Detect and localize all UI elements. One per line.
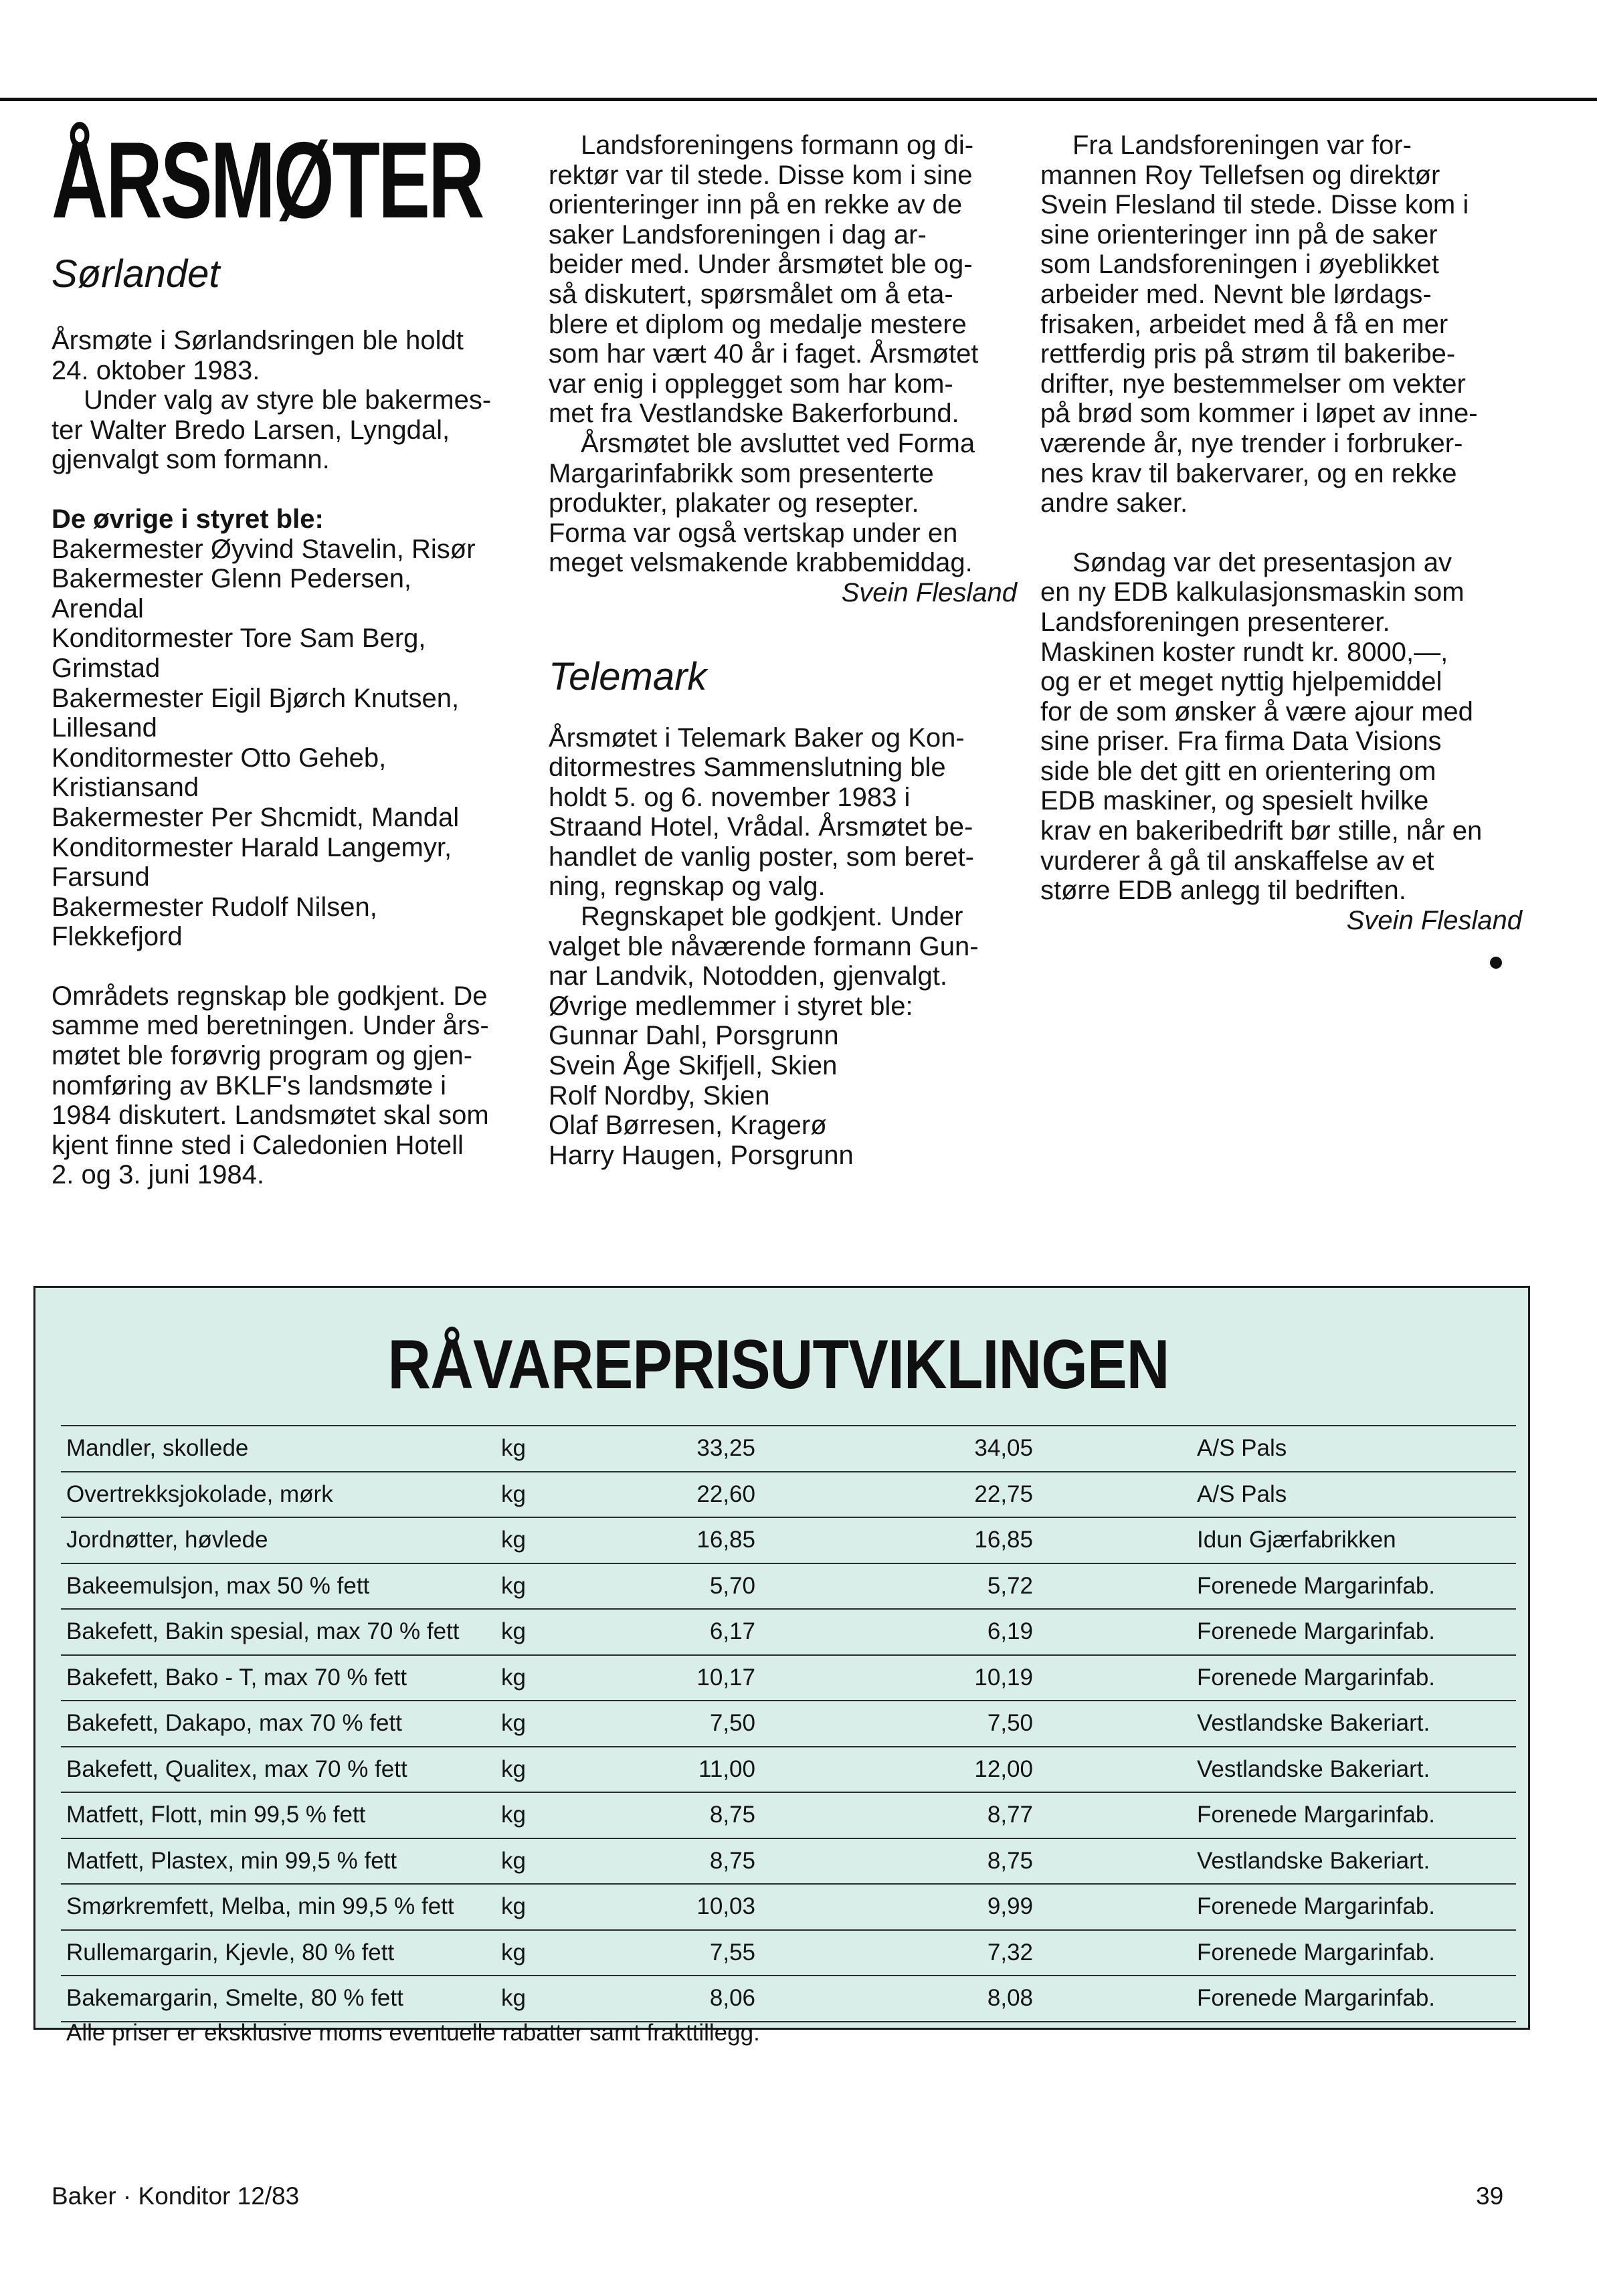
- board-line: Farsund: [52, 862, 150, 892]
- new-price: 7,32: [933, 1930, 1033, 1976]
- text-line: Øvrige medlemmer i styret ble:: [549, 991, 913, 1021]
- unit: kg: [501, 1792, 642, 1838]
- supplier: Forenede Margarinfab.: [1197, 1792, 1516, 1838]
- text-line: Svein Åge Skifjell, Skien: [549, 1051, 838, 1081]
- text-line: andre saker.: [1040, 488, 1188, 518]
- board-line: Bakermester Eigil Bjørch Knutsen,: [52, 683, 460, 713]
- text-line: Svein Flesland til stede. Disse kom i: [1040, 190, 1469, 220]
- text-line: for de som ønsker å være ajour med: [1040, 696, 1473, 727]
- old-price: 33,25: [642, 1426, 755, 1472]
- product-name: Bakefett, Qualitex, max 70 % fett: [61, 1747, 501, 1793]
- text-line: større EDB anlegg til bedriften.: [1040, 876, 1406, 906]
- footer-publication: Baker · Konditor 12/83: [52, 2182, 300, 2210]
- price-table-title: RÅVAREPRISUTVIKLINGEN: [387, 1326, 1169, 1404]
- column-1: [52, 120, 520, 1190]
- supplier: A/S Pals: [1197, 1426, 1516, 1472]
- product-name: Matfett, Flott, min 99,5 % fett: [61, 1792, 501, 1838]
- text-line: nes krav til bakervarer, og en rekke: [1040, 458, 1457, 488]
- unit: kg: [501, 1655, 642, 1701]
- text-line: Under valg av styre ble bakermes-: [84, 385, 492, 415]
- text-line: met fra Vestlandske Bakerforbund.: [549, 399, 959, 429]
- text-line: på brød som kommer i løpet av inne-: [1040, 399, 1478, 429]
- text-line: Områdets regnskap ble godkjent. De: [52, 981, 488, 1011]
- section-heading-sorlandet: Sørlandet: [52, 252, 220, 296]
- text-line: ditormestres Sammenslutning ble: [549, 753, 946, 783]
- unit: kg: [501, 1838, 642, 1885]
- board-line: Kristiansand: [52, 773, 199, 803]
- text-line: Søndag var det presentasjon av: [1072, 547, 1452, 577]
- board-line: Bakermester Øyvind Stavelin, Risør: [52, 534, 476, 564]
- product-name: Bakefett, Dakapo, max 70 % fett: [61, 1701, 501, 1747]
- new-price: 5,72: [933, 1563, 1033, 1610]
- supplier: Forenede Margarinfab.: [1197, 1930, 1516, 1976]
- table-row: [61, 1792, 1516, 1838]
- new-price: 8,08: [933, 1976, 1033, 2022]
- product-name: Matfett, Plastex, min 99,5 % fett: [61, 1838, 501, 1885]
- table-row: [61, 1655, 1516, 1701]
- table-row: [61, 1472, 1516, 1518]
- product-name: Mandler, skollede: [61, 1426, 501, 1472]
- table-row: [61, 1563, 1516, 1610]
- text-line: Gunnar Dahl, Porsgrunn: [549, 1021, 839, 1051]
- new-price: 16,85: [933, 1517, 1033, 1563]
- text-line: møtet ble forøvrig program og gjen-: [52, 1041, 473, 1071]
- supplier: Vestlandske Bakeriart.: [1197, 1701, 1516, 1747]
- text-line: Margarinfabrikk som presenterte: [549, 458, 934, 488]
- board-line: Grimstad: [52, 653, 161, 683]
- text-line: produkter, plakater og resepter.: [549, 488, 919, 518]
- text-line: Årsmøte i Sørlandsringen ble holdt: [52, 326, 464, 355]
- board-line: Konditormester Tore Sam Berg,: [52, 624, 426, 654]
- supplier: Forenede Margarinfab.: [1197, 1976, 1516, 2022]
- text-line: kjent finne sted i Caledonien Hotell: [52, 1130, 464, 1160]
- text-line: værende år, nye trender i forbruker-: [1040, 428, 1463, 458]
- text-line: drifter, nye bestemmelser om vekter: [1040, 369, 1466, 399]
- text-line: Rolf Nordby, Skien: [549, 1080, 770, 1111]
- old-price: 11,00: [642, 1747, 755, 1793]
- text-line: så diskutert, spørsmålet om å eta-: [549, 279, 953, 309]
- text-line: holdt 5. og 6. november 1983 i: [549, 782, 911, 812]
- text-line: Harry Haugen, Porsgrunn: [549, 1140, 854, 1170]
- text-line: arbeider med. Nevnt ble lørdags-: [1040, 279, 1432, 309]
- text-line: nar Landvik, Notodden, gjenvalgt.: [549, 961, 947, 991]
- table-row: [61, 1838, 1516, 1885]
- new-price: 12,00: [933, 1747, 1033, 1793]
- column-3: [1040, 130, 1522, 935]
- top-rule: [0, 98, 1597, 101]
- unit: kg: [501, 1563, 642, 1610]
- price-note: Alle priser er eksklusive moms eventuelle rabatter samt frakttillegg.: [66, 2020, 760, 2046]
- table-row: [61, 1517, 1516, 1563]
- new-price: 8,77: [933, 1792, 1033, 1838]
- text-line: side ble det gitt en orientering om: [1040, 756, 1436, 786]
- unit: kg: [501, 1930, 642, 1976]
- text-line: handlet de vanlig poster, som beret-: [549, 842, 974, 872]
- text-line: Olaf Børresen, Kragerø: [549, 1111, 827, 1141]
- supplier: Idun Gjærfabrikken: [1197, 1517, 1516, 1563]
- product-name: Bakemargarin, Smelte, 80 % fett: [61, 1976, 501, 2022]
- table-row: [61, 1426, 1516, 1472]
- old-price: 7,55: [642, 1930, 755, 1976]
- text-line: nomføring av BKLF's landsmøte i: [52, 1070, 447, 1101]
- text-line: beider med. Under årsmøtet ble og-: [549, 250, 973, 280]
- text-line: ning, regnskap og valg.: [549, 872, 826, 902]
- old-price: 8,75: [642, 1838, 755, 1885]
- board-line: Bakermester Rudolf Nilsen,: [52, 892, 377, 922]
- old-price: 22,60: [642, 1472, 755, 1518]
- board-heading: De øvrige i styret ble:: [52, 504, 324, 534]
- unit: kg: [501, 1472, 642, 1518]
- old-price: 8,06: [642, 1976, 755, 2022]
- text-line: frisaken, arbeidet med å få en mer: [1040, 309, 1448, 339]
- table-row: [61, 1609, 1516, 1655]
- unit: kg: [501, 1609, 642, 1655]
- text-line: Regnskapet ble godkjent. Under: [581, 902, 963, 932]
- new-price: 9,99: [933, 1884, 1033, 1930]
- section-heading-telemark: Telemark: [549, 654, 707, 698]
- text-line: 2. og 3. juni 1984.: [52, 1160, 265, 1190]
- text-line: ter Walter Bredo Larsen, Lyngdal,: [52, 415, 450, 445]
- page-number: 39: [1476, 2182, 1504, 2210]
- unit: kg: [501, 1517, 642, 1563]
- product-name: Overtrekksjokolade, mørk: [61, 1472, 501, 1518]
- board-line: Konditormester Otto Geheb,: [52, 743, 387, 773]
- text-line: Årsmøtet i Telemark Baker og Kon-: [549, 723, 965, 753]
- signature: Svein Flesland: [1346, 905, 1522, 935]
- text-line: rettferdig pris på strøm til bakeribe-: [1040, 339, 1456, 369]
- old-price: 5,70: [642, 1563, 755, 1610]
- supplier: Forenede Margarinfab.: [1197, 1655, 1516, 1701]
- text-line: som har vært 40 år i faget. Årsmøtet: [549, 339, 979, 369]
- text-line: Fra Landsforeningen var for-: [1072, 130, 1412, 160]
- text-line: Straand Hotel, Vrådal. Årsmøtet be-: [549, 812, 973, 842]
- unit: kg: [501, 1747, 642, 1793]
- text-line: sine orienteringer inn på de saker: [1040, 219, 1438, 250]
- text-line: Årsmøtet ble avsluttet ved Forma: [581, 428, 975, 458]
- unit: kg: [501, 1701, 642, 1747]
- old-price: 6,17: [642, 1609, 755, 1655]
- price-table-box: [33, 1286, 1530, 2046]
- text-line: Landsforeningen presenterer.: [1040, 607, 1390, 637]
- text-line: og er et meget nyttig hjelpemiddel: [1040, 667, 1442, 697]
- old-price: 16,85: [642, 1517, 755, 1563]
- old-price: 10,03: [642, 1884, 755, 1930]
- table-row: [61, 1701, 1516, 1747]
- text-line: som Landsforeningen i øyeblikket: [1040, 250, 1439, 280]
- new-price: 7,50: [933, 1701, 1033, 1747]
- new-price: 22,75: [933, 1472, 1033, 1518]
- text-line: rektør var til stede. Disse kom i sine: [549, 160, 973, 190]
- text-line: orienteringer inn på en rekke av de: [549, 190, 963, 220]
- supplier: Forenede Margarinfab.: [1197, 1884, 1516, 1930]
- product-name: Jordnøtter, høvlede: [61, 1517, 501, 1563]
- table-row: [61, 1884, 1516, 1930]
- board-line: Arendal: [52, 593, 144, 624]
- text-line: var enig i opplegget som har kom-: [549, 369, 953, 399]
- text-line: 1984 diskutert. Landsmøtet skal som: [52, 1101, 489, 1131]
- old-price: 10,17: [642, 1655, 755, 1701]
- old-price: 8,75: [642, 1792, 755, 1838]
- product-name: Bakefett, Bakin spesial, max 70 % fett: [61, 1609, 501, 1655]
- new-price: 10,19: [933, 1655, 1033, 1701]
- text-line: krav en bakeribedrift bør stille, når en: [1040, 816, 1483, 846]
- price-table: [61, 1425, 1516, 2022]
- supplier: Vestlandske Bakeriart.: [1197, 1747, 1516, 1793]
- old-price: 7,50: [642, 1701, 755, 1747]
- product-name: Bakeemulsjon, max 50 % fett: [61, 1563, 501, 1610]
- supplier: Vestlandske Bakeriart.: [1197, 1838, 1516, 1885]
- unit: kg: [501, 1426, 642, 1472]
- signature: Svein Flesland: [841, 577, 1017, 607]
- product-name: Bakefett, Bako - T, max 70 % fett: [61, 1655, 501, 1701]
- text-line: saker Landsforeningen i dag ar-: [549, 219, 927, 250]
- supplier: Forenede Margarinfab.: [1197, 1563, 1516, 1610]
- new-price: 6,19: [933, 1609, 1033, 1655]
- table-row: [61, 1976, 1516, 2022]
- supplier: Forenede Margarinfab.: [1197, 1609, 1516, 1655]
- text-line: Landsforeningens formann og di-: [581, 130, 974, 160]
- text-line: EDB maskiner, og spesielt hvilke: [1040, 786, 1429, 816]
- text-line: sine priser. Fra firma Data Visions: [1040, 727, 1442, 757]
- table-row: [61, 1930, 1516, 1976]
- column-2: [549, 130, 1017, 1170]
- text-line: blere et diplom og medalje mestere: [549, 309, 967, 339]
- text-line: en ny EDB kalkulasjonsmaskin som: [1040, 577, 1465, 607]
- text-line: vurderer å gå til anskaffelse av et: [1040, 846, 1434, 876]
- table-row: [61, 1747, 1516, 1793]
- unit: kg: [501, 1976, 642, 2022]
- new-price: 34,05: [933, 1426, 1033, 1472]
- end-bullet: [1490, 957, 1502, 969]
- board-line: Bakermester Per Shcmidt, Mandal: [52, 802, 460, 832]
- new-price: 8,75: [933, 1838, 1033, 1885]
- supplier: A/S Pals: [1197, 1472, 1516, 1518]
- text-line: mannen Roy Tellefsen og direktør: [1040, 160, 1440, 190]
- text-line: meget velsmakende krabbemiddag.: [549, 548, 973, 578]
- text-line: gjenvalgt som formann.: [52, 445, 330, 475]
- text-line: valget ble nåværende formann Gun-: [549, 931, 979, 961]
- board-line: Bakermester Glenn Pedersen,: [52, 564, 412, 594]
- product-name: Smørkremfett, Melba, min 99,5 % fett: [61, 1884, 501, 1930]
- text-line: 24. oktober 1983.: [52, 355, 260, 385]
- board-line: Konditormester Harald Langemyr,: [52, 832, 452, 862]
- board-line: Flekkefjord: [52, 922, 183, 952]
- text-line: Maskinen koster rundt kr. 8000,—,: [1040, 637, 1448, 667]
- text-line: samme med beretningen. Under års-: [52, 1011, 489, 1041]
- product-name: Rullemargarin, Kjevle, 80 % fett: [61, 1930, 501, 1976]
- board-line: Lillesand: [52, 713, 157, 743]
- unit: kg: [501, 1884, 642, 1930]
- text-line: Forma var også vertskap under en: [549, 518, 958, 548]
- page-title: ÅRSMØTER: [52, 120, 483, 241]
